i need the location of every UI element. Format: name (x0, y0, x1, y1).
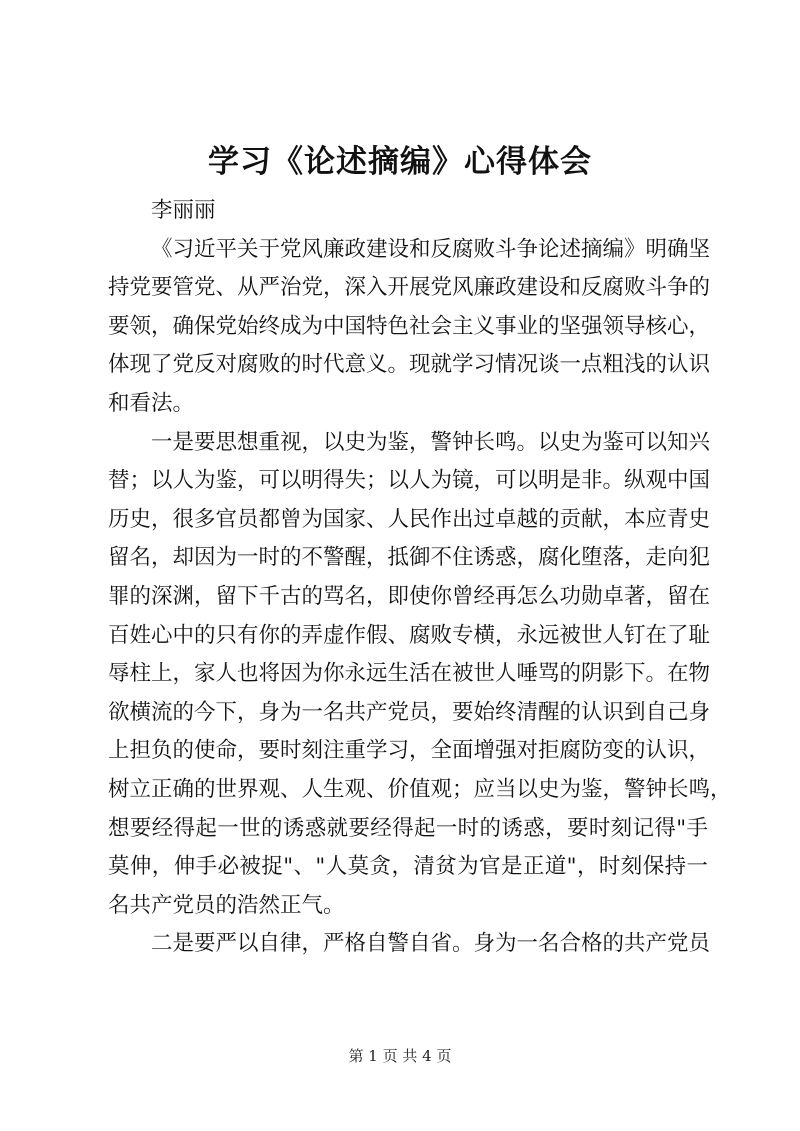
paragraph-line: 辱柱上，家人也将因为你永远生活在被世人唾骂的阴影下。在物 (108, 661, 711, 687)
page-number: 第 1 页 (348, 1047, 398, 1065)
paragraph-line: 树立正确的世界观、人生观、价值观；应当以史为鉴，警钟长鸣， (108, 776, 732, 802)
paragraph-line: 《习近平关于党风廉政建设和反腐败斗争论述摘编》明确坚 (151, 236, 711, 262)
paragraph-line: 二是要严以自律，严格自警自省。身为一名合格的共产党员 (151, 931, 711, 957)
paragraph-line: 罪的深渊，留下千古的骂名，即使你曾经再怎么功勋卓著，留在 (108, 583, 711, 609)
paragraph-line: 百姓心中的只有你的弄虚作假、腐败专横，永远被世人钉在了耻 (108, 622, 711, 648)
paragraph-line: 和看法。 (108, 390, 195, 416)
paragraph-line: 替；以人为鉴，可以明得失；以人为镜，可以明是非。纵观中国 (108, 468, 711, 494)
paragraph-line: 历史，很多官员都曾为国家、人民作出过卓越的贡献，本应青史 (108, 506, 711, 532)
paragraph-line: 莫伸，伸手必被捉"、"人莫贪，清贫为官是正道"，时刻保持一 (108, 854, 708, 880)
paragraph-line: 一是要思想重视，以史为鉴，警钟长鸣。以史为鉴可以知兴 (151, 429, 711, 455)
paragraph-line: 留名，却因为一时的不警醒，抵御不住诱惑，腐化堕落，走向犯 (108, 545, 711, 571)
page-total: 共 4 页 (402, 1047, 452, 1065)
author-name: 李丽丽 (151, 198, 216, 223)
paragraph-line: 上担负的使命，要时刻注重学习，全面增强对拒腐防变的认识， (108, 738, 711, 764)
page-footer (0, 1046, 800, 1066)
paragraph-line: 欲横流的今下，身为一名共产党员，要始终清醒的认识到自己身 (108, 699, 711, 725)
paragraph-line: 要领，确保党始终成为中国特色社会主义事业的坚强领导核心， (108, 313, 711, 339)
document-body (108, 192, 732, 964)
paragraph-line: 想要经得起一世的诱惑就要经得起一时的诱惑，要时刻记得"手 (108, 815, 708, 841)
paragraph-line: 名共产党员的浩然正气。 (108, 892, 345, 918)
document-title: 学习《论述摘编》心得体会 (208, 144, 592, 180)
paragraph-line: 持党要管党、从严治党，深入开展党风廉政建设和反腐败斗争的 (108, 275, 711, 301)
paragraph-line: 体现了党反对腐败的时代意义。现就学习情况谈一点粗浅的认识 (108, 352, 711, 378)
